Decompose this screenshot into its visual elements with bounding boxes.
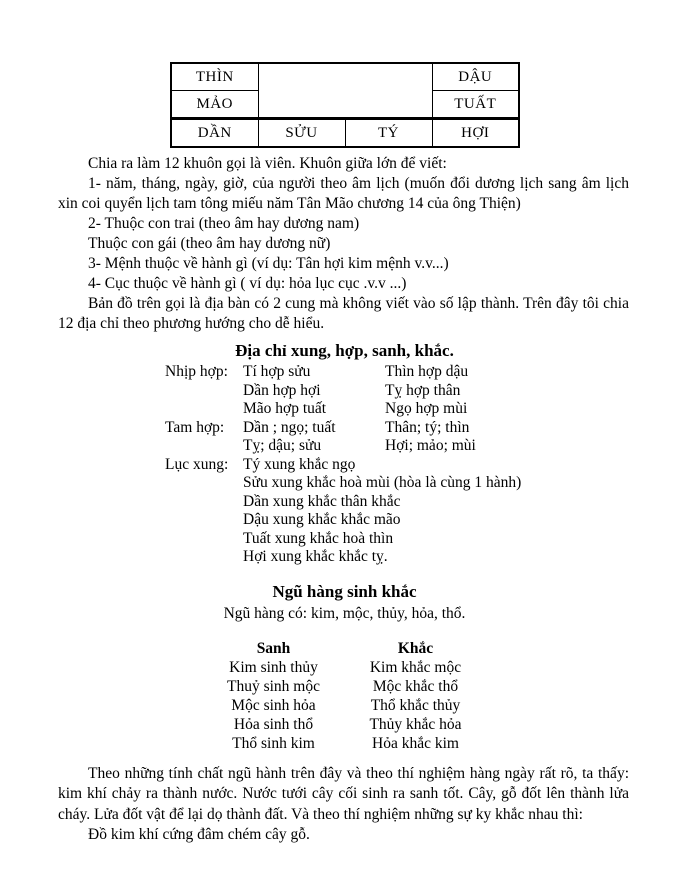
- khac-header: Khắc: [397, 639, 434, 657]
- diachi-row: [165, 382, 689, 401]
- pair-left: Sửu xung khắc hoà mùi (hòa là cùng 1 hành): [243, 474, 522, 491]
- pair-left: Mão hợp tuất: [243, 400, 327, 417]
- sanh-item: Kim sinh thủy: [229, 658, 318, 676]
- khac-item: Mộc khắc thổ: [372, 677, 459, 695]
- pair-right: Thân; tý; thìn: [385, 418, 470, 436]
- diachi-row: [165, 419, 689, 438]
- paragraph: 2- Thuộc con trai (theo âm hay dương nam): [88, 215, 360, 232]
- khac-item: Kim khắc mộc: [369, 658, 462, 676]
- diachi-row: [165, 474, 689, 493]
- pair-right: Tỵ hợp thân: [385, 381, 461, 399]
- diachi-row: [165, 456, 689, 475]
- intro-paragraphs: [58, 154, 629, 334]
- pair-left: Hợi xung khắc khắc tỵ.: [243, 548, 388, 565]
- group-label: [165, 493, 243, 512]
- group-label: [165, 511, 243, 530]
- group-label: [165, 400, 243, 419]
- cell-center-merged: [258, 63, 432, 119]
- pair-left: Tí hợp sửu: [243, 363, 311, 380]
- table-row: [171, 63, 519, 91]
- pair-left: Tỵ; dậu; sửu: [243, 437, 322, 454]
- diachi-row: [165, 530, 689, 549]
- pair-right: Ngọ hợp mùi: [385, 400, 468, 417]
- cell-dau: DẬU: [432, 63, 519, 91]
- paragraph: Bản đồ trên gọi là địa bàn có 2 cung mà không viết vào số lập thành. Trên đây tôi chia 12 địa chỉ theo phương hướng cho dễ hiểu.: [58, 295, 629, 332]
- group-label: [165, 548, 243, 567]
- pair-left: Dần hợp hợi: [243, 381, 321, 399]
- paragraph: 1- năm, tháng, ngày, giờ, của người theo âm lịch (muốn đổi dương lịch sang âm lịch xin coi quyển lịch tam tông miếu năm Tân Mão chương 14 của ông Thiện): [58, 175, 629, 212]
- sanh-item: Thổ sinh kim: [232, 734, 315, 752]
- pair-left: Dần ; ngọ; tuất: [243, 418, 336, 436]
- cell-tuat: TUẤT: [432, 91, 519, 119]
- diachi-row: [165, 363, 689, 382]
- group-label: Tam hợp:: [165, 418, 225, 436]
- diachi-row: [165, 511, 689, 530]
- pair-left: Tý xung khắc ngọ: [243, 455, 356, 473]
- pair-left: Dậu xung khắc khắc mão: [243, 511, 401, 528]
- pair-right: Hợi; mảo; mùi: [385, 437, 476, 454]
- paragraph: 4- Cục thuộc về hành gì ( ví dụ: hỏa lục cục .v.v ...): [88, 275, 407, 292]
- paragraph: Đồ kim khí cứng đâm chém cây gỗ.: [88, 826, 310, 843]
- group-label: [165, 437, 243, 456]
- khac-column: [345, 639, 487, 753]
- paragraph: Chia ra làm 12 khuôn gọi là viên. Khuôn giữa lớn để viết:: [88, 155, 447, 172]
- diachi-row: [165, 548, 689, 567]
- zodiac-table: [170, 62, 520, 148]
- paragraph: Thuộc con gái (theo âm hay dương nữ): [88, 235, 331, 252]
- khac-item: Hỏa khắc kim: [372, 734, 459, 752]
- cell-mao: MẢO: [171, 91, 258, 119]
- pair-left: Tuất xung khắc hoà thìn: [243, 529, 394, 547]
- section-heading-nguhang: Ngũ hàng sinh khắc: [272, 581, 417, 601]
- cell-thin: THÌN: [171, 63, 258, 91]
- group-label: [165, 530, 243, 549]
- group-label: [165, 382, 243, 401]
- khac-item: Thổ khắc thủy: [370, 696, 461, 714]
- cell-hoi: HỢI: [432, 119, 519, 148]
- sanh-column: [203, 639, 345, 753]
- group-label: Nhịp hợp:: [165, 363, 228, 380]
- sanh-header: Sanh: [256, 639, 291, 657]
- group-label: Lục xung:: [165, 455, 229, 473]
- paragraph: 3- Mệnh thuộc về hành gì (ví dụ: Tân hợi kim mệnh v.v...): [88, 255, 449, 272]
- khac-item: Thủy khắc hỏa: [369, 715, 462, 733]
- diachi-rows: [165, 363, 689, 567]
- sanh-item: Hỏa sinh thổ: [233, 715, 314, 733]
- closing-paragraphs: [58, 764, 629, 846]
- sanh-item: Mộc sinh hỏa: [231, 696, 316, 714]
- group-label: [165, 474, 243, 493]
- sanh-khac-columns: [0, 639, 689, 753]
- diachi-row: [165, 493, 689, 512]
- pair-left: Dần xung khắc thân khắc: [243, 492, 401, 510]
- diachi-row: [165, 400, 689, 419]
- paragraph: Theo những tính chất ngũ hành trên đây và theo thí nghiệm hàng ngày rất rõ, ta thấy: kim khí chảy ra thành nước. Nước tưới cây cối sinh ra sanh tốt. Cây, gỗ đốt lên thành lửa cháy. Lửa đốt vật để lại dọ thành đất. Và theo thí nghiệm những sự ky khắc nhau thì:: [58, 764, 629, 823]
- pair-right: Thìn hợp dậu: [385, 363, 469, 380]
- nguhang-subtitle: Ngũ hàng có: kim, mộc, thủy, hỏa, thổ.: [223, 604, 466, 622]
- cell-suu: SỬU: [258, 119, 345, 148]
- cell-dan: DẦN: [171, 119, 258, 148]
- sanh-item: Thuỷ sinh mộc: [227, 677, 320, 695]
- section-heading-diachi: Địa chỉ xung, hợp, sanh, khắc.: [235, 341, 454, 360]
- table-row: [171, 119, 519, 148]
- cell-ty: TÝ: [345, 119, 432, 148]
- diachi-row: [165, 437, 689, 456]
